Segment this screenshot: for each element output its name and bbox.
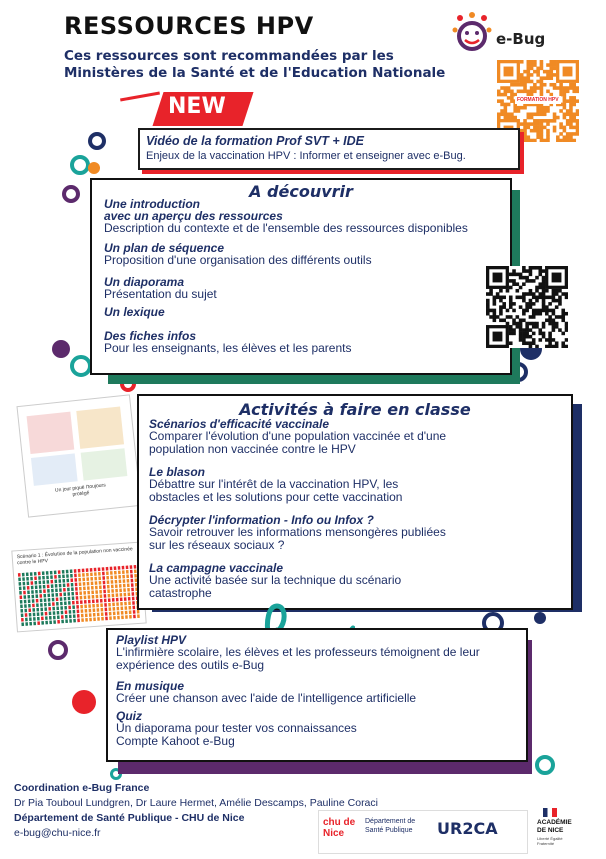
footer-dept: Département de Santé Publique - CHU de Nice (14, 812, 245, 824)
scenario-worksheet-image (11, 542, 146, 633)
deco-circle (72, 690, 96, 714)
qr-pattern-icon (486, 266, 568, 348)
deco-circle (70, 155, 90, 175)
activity-item[interactable] (149, 562, 559, 602)
chu-logo: chu de Nice (323, 817, 356, 839)
discover-item[interactable] (104, 306, 504, 330)
video-title[interactable]: Vidéo de la formation Prof SVT + IDE (146, 134, 364, 148)
footer-coord: Coordination e-Bug France (14, 782, 150, 794)
deco-circle (534, 612, 546, 624)
academie-line: Liberté Égalité Fraternité (537, 836, 563, 846)
activity-heading[interactable]: Le blason (149, 465, 206, 479)
activity-desc: catastrophe (149, 585, 212, 600)
activity-desc: obstacles et les solutions pour cette vaccination (149, 489, 403, 504)
activity-heading[interactable]: La campagne vaccinale (149, 561, 284, 575)
discover-item-heading[interactable]: Un lexique (104, 305, 165, 319)
footer-names: Dr Pia Touboul Lundgren, Dr Laure Hermet, Amélie Descamps, Pauline Coraci (14, 797, 378, 809)
activity-item[interactable] (149, 418, 559, 466)
discover-item[interactable] (104, 198, 504, 242)
dept-logo-line: Département de (365, 818, 416, 825)
playlist-heading[interactable]: En musique (116, 679, 185, 693)
activity-desc: sur les réseaux sociaux ? (149, 537, 285, 552)
playlist-desc: Créer une chanson avec l'aide de l'intelligence artificielle (116, 691, 417, 705)
partner-logos (318, 810, 528, 854)
discover-item[interactable] (104, 242, 504, 276)
playlist-item[interactable] (116, 680, 522, 710)
deco-circle (48, 640, 68, 660)
discover-item-heading[interactable]: Un plan de séquence (104, 241, 225, 255)
new-badge-label: NEW (168, 94, 226, 119)
ur2ca-logo: UR2CA (437, 819, 498, 838)
discover-item-desc: Proposition d'une organisation des différents outils (104, 253, 372, 267)
activities-list (149, 418, 559, 602)
activity-desc: Débattre sur l'intérêt de la vaccination HPV, les (149, 477, 399, 491)
new-badge-accent (120, 92, 160, 102)
discover-card (90, 178, 512, 375)
activities-card (137, 394, 573, 610)
playlist-item[interactable] (116, 634, 522, 680)
discover-item-heading[interactable]: Des fiches infos (104, 329, 197, 343)
blason-caption: Un jour piqué l'toujours protégé (54, 482, 107, 498)
discover-item-desc: Pour les enseignants, les élèves et les parents (104, 341, 352, 355)
activity-item[interactable] (149, 466, 559, 514)
academie-logo (533, 806, 593, 852)
playlist-desc: Un diaporama pour tester vos connaissances (116, 721, 357, 735)
discover-item[interactable] (104, 330, 504, 360)
academie-line: DE NICE (537, 827, 564, 834)
activities-title: Activités à faire en classe (239, 400, 471, 419)
discover-item-heading[interactable]: avec un aperçu des ressources (104, 209, 283, 223)
deco-circle (88, 162, 100, 174)
ebug-mascot-icon (452, 12, 492, 56)
activity-item[interactable] (149, 514, 559, 562)
discover-item-heading[interactable]: Une introduction (104, 197, 200, 211)
deco-circle (70, 355, 92, 377)
discover-title: A découvrir (249, 182, 353, 201)
qr-caption: FORMATION HPV (517, 97, 559, 103)
discover-item[interactable] (104, 276, 504, 306)
deco-circle (62, 185, 80, 203)
playlist-heading[interactable]: Quiz (116, 709, 142, 723)
playlist-desc[interactable]: Compte Kahoot e-Bug (116, 733, 235, 748)
video-card[interactable] (138, 128, 520, 170)
playlist-desc: L'infirmière scolaire, les élèves et les professeurs témoignent de leur (116, 645, 480, 659)
scenario-caption: Scénario 1 : Évolution de la population non vaccinée contre le HPV (16, 546, 133, 567)
dept-logo-line: Santé Publique (365, 827, 413, 834)
activity-desc: population non vaccinée contre le HPV (149, 441, 356, 456)
academie-line: ACADÉMIE (537, 819, 572, 826)
playlist-list (116, 634, 522, 750)
ebug-logo (452, 12, 572, 62)
discover-list (104, 198, 504, 360)
population-grid-icon (14, 561, 146, 630)
video-desc: Enjeux de la vaccination HPV : Informer et enseigner avec e-Bug. (146, 150, 466, 162)
discover-item-desc: Présentation du sujet (104, 287, 217, 301)
subtitle-line: Ministères de la Santé et de l'Education Nationale (64, 65, 446, 81)
activity-desc: Savoir retrouver les informations mensongères publiées (149, 525, 446, 539)
flag-icon (543, 808, 557, 817)
activity-desc: Une activité basée sur la technique du scénario (149, 573, 402, 587)
activity-heading[interactable]: Scénarios d'efficacité vaccinale (149, 417, 330, 431)
playlist-desc: expérience des outils e-Bug (116, 657, 265, 672)
subtitle-line: Ces ressources sont recommandées par les (64, 48, 394, 64)
playlist-item[interactable] (116, 710, 522, 750)
blason-worksheet-image (16, 394, 141, 517)
logo-text: e-Bug (496, 30, 546, 48)
deco-circle (535, 755, 555, 775)
deco-circle (88, 132, 106, 150)
playlist-heading[interactable]: Playlist HPV (116, 633, 187, 647)
playlist-card (106, 628, 528, 762)
deco-circle (52, 340, 70, 358)
qr-code-resources[interactable] (486, 266, 568, 348)
dept-logo (365, 817, 415, 835)
page-title: RESSOURCES HPV (64, 12, 314, 40)
page-subtitle (64, 48, 484, 82)
footer-email[interactable]: e-bug@chu-nice.fr (14, 827, 101, 839)
activity-desc: Comparer l'évolution d'une population vaccinée et d'une (149, 429, 447, 443)
activity-heading[interactable]: Décrypter l'information - Info ou Infox ? (149, 513, 374, 527)
discover-item-heading[interactable]: Un diaporama (104, 275, 185, 289)
discover-item-desc: Description du contexte et de l'ensemble des ressources disponibles (104, 221, 468, 235)
